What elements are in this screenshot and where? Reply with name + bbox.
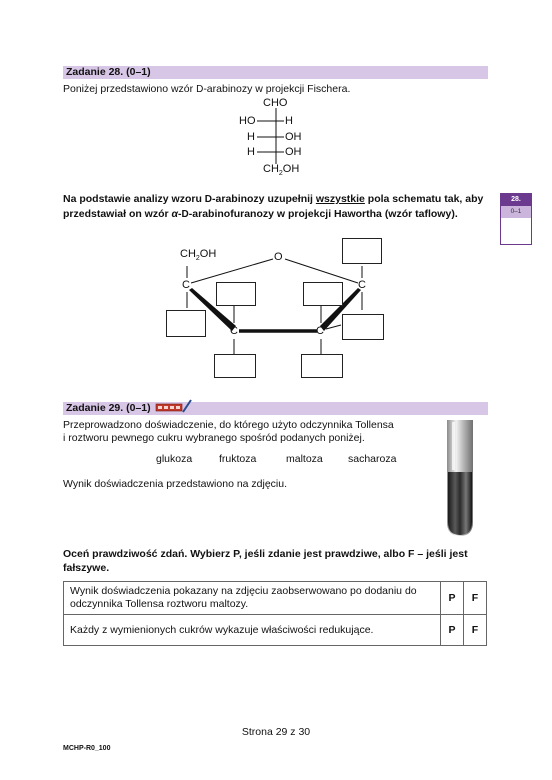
answer-box-c2-bottom[interactable]: [214, 354, 256, 378]
answer-box-c4-bottom[interactable]: [342, 314, 384, 340]
sugar-glukoza: glukoza: [156, 453, 193, 465]
task29-header-bar: [63, 402, 488, 415]
intro-d-letter: D: [196, 84, 204, 95]
statement-2: Każdy z wymienionych cukrów wykazuje właściwości redukujące.: [64, 615, 441, 646]
haworth-c2: C: [230, 325, 238, 337]
score-side-tab: [500, 193, 532, 245]
task29-instruction-line1: Oceń prawdziwość zdań. Wybierz P, jeśli zdanie jest prawdziwe, albo F – jeśli jest: [63, 548, 468, 560]
fischer-projection: [230, 96, 330, 178]
fischer-cho: CHO: [263, 97, 288, 109]
answer-box-c1-bottom[interactable]: [166, 310, 206, 337]
sugar-fruktoza: fruktoza: [219, 453, 257, 465]
statement-1: Wynik doświadczenia pokazany na zdjęciu zaobserwowano po dodaniu do odczynnika Tollensa roztworu maltozy.: [64, 582, 441, 615]
test-tube-photo: [443, 420, 477, 538]
statement-2-p-option[interactable]: P: [441, 615, 464, 646]
side-tab-score: 0–1: [501, 206, 531, 218]
haworth-scheme: [150, 230, 410, 380]
task28-instruction-line1: Na podstawie analizy wzoru D-arabinozy uzupełnij wszystkie pola schematu tak, aby: [63, 193, 484, 205]
task28-instruction-line2: przedstawiał on wzór α-D-arabinofuranozy w projekcji Hawortha (wzór taflowy).: [63, 208, 458, 220]
experiment-pen-icon: [155, 399, 195, 415]
page-number: Strona 29 z 30: [241, 726, 311, 738]
task29-text1: Przeprowadzono doświadczenie, do którego użyto odczynnika Tollensa: [63, 419, 394, 431]
sugar-maltoza: maltoza: [286, 453, 323, 465]
side-tab-number: 28.: [501, 194, 531, 206]
haworth-c3: C: [316, 325, 324, 337]
haworth-c1: C: [182, 279, 190, 291]
task28-header-bar: [63, 66, 488, 79]
table-row: [64, 615, 487, 646]
fischer-r1-right: H: [285, 115, 293, 127]
sugar-sacharoza: sacharoza: [348, 453, 397, 465]
statement-1-p-option[interactable]: P: [441, 582, 464, 615]
table-row: [64, 582, 487, 615]
task29-result-text: Wynik doświadczenia przedstawiono na zdjęciu.: [63, 478, 288, 490]
fischer-r1-left: HO: [239, 115, 256, 127]
task29-title: Zadanie 29. (0–1): [66, 402, 151, 414]
answer-box-c3-bottom[interactable]: [301, 354, 343, 378]
task28-title: Zadanie 28. (0–1): [66, 66, 151, 78]
exam-code: MCHP-R0_100: [63, 745, 111, 752]
fischer-ch2oh: $CH_2OH$: [263, 163, 300, 178]
haworth-c4: C: [358, 279, 366, 291]
intro-text-b: -arabinozy w projekcji Fischera.: [203, 83, 351, 95]
fischer-r2-left: H: [247, 131, 255, 143]
fischer-r3-right: OH: [285, 146, 302, 158]
statement-2-f-option[interactable]: F: [464, 615, 487, 646]
fischer-r2-right: OH: [285, 131, 302, 143]
answer-box-c4-top[interactable]: [342, 238, 382, 264]
task28-intro: [63, 82, 350, 97]
answer-box-c3-top[interactable]: [303, 282, 343, 306]
answer-box-c2-top[interactable]: [216, 282, 256, 306]
true-false-table: [63, 581, 487, 646]
task29-instruction-line2: fałszywe.: [63, 562, 110, 574]
task29-text2: i roztworu pewnego cukru wybranego spośród podanych poniżej.: [63, 432, 365, 444]
haworth-ring-oxygen: O: [274, 251, 283, 263]
intro-text-a: Poniżej przedstawiono wzór: [63, 83, 197, 95]
statement-1-f-option[interactable]: F: [464, 582, 487, 615]
fischer-r3-left: H: [247, 146, 255, 158]
haworth-ch2oh: $CH_2OH$: [180, 248, 217, 263]
